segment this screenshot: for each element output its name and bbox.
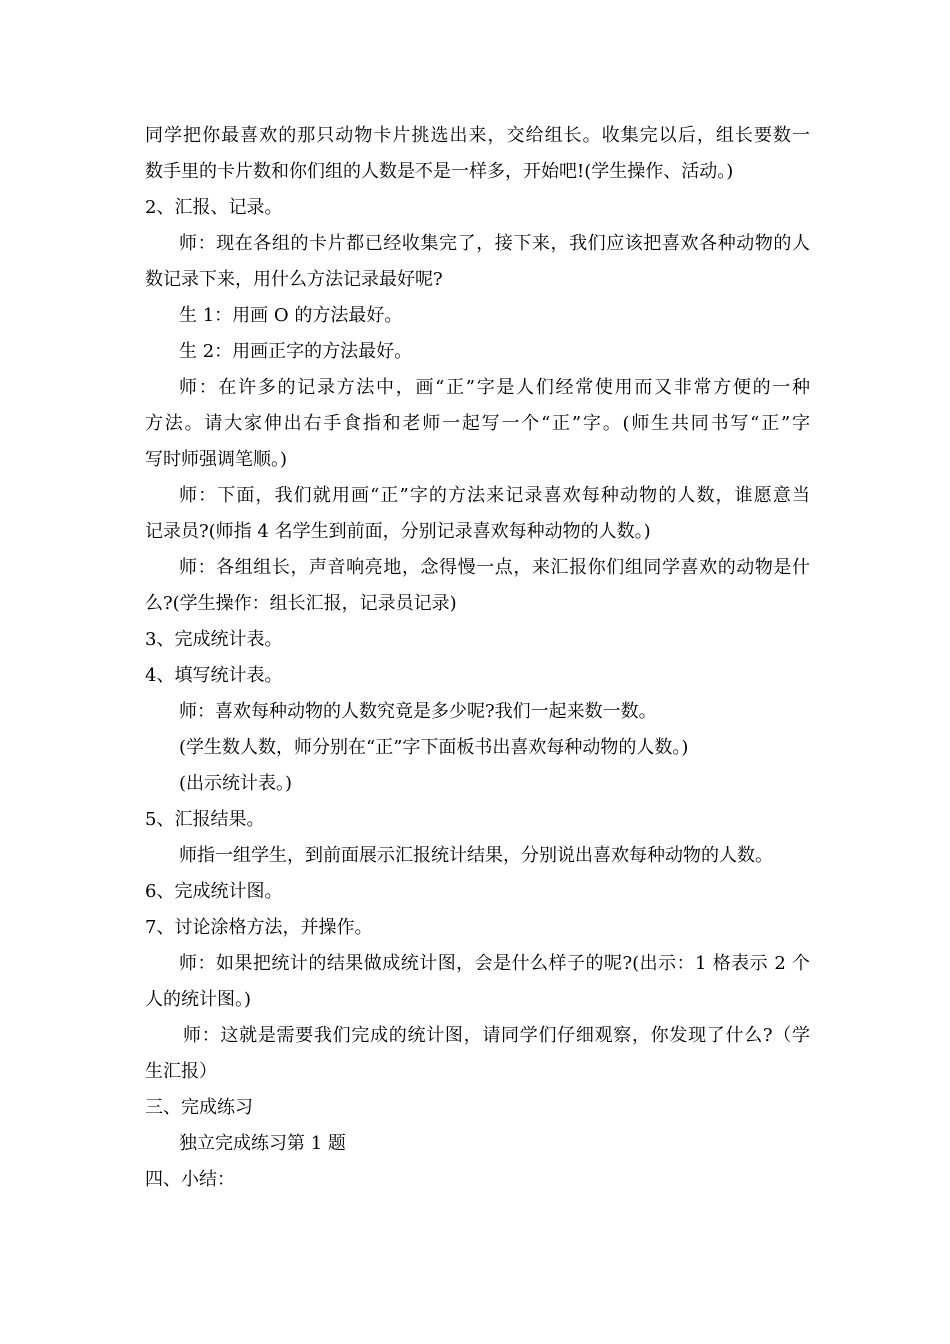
text-line: 独立完成练习第 1 题 bbox=[179, 1133, 346, 1154]
section-heading: 2、汇报、记录。 bbox=[145, 197, 283, 218]
text-line: 师：如果把统计的结果做成统计图，会是什么样子的呢?(出示：1 格表示 2 个 bbox=[179, 953, 810, 974]
text-line: 么?(学生操作：组长汇报，记录员记录) bbox=[145, 593, 457, 614]
section-heading: 3、完成统计表。 bbox=[145, 629, 283, 650]
text-line: 师：喜欢每种动物的人数究竟是多少呢?我们一起来数一数。 bbox=[179, 701, 657, 722]
section-heading: 7、讨论涂格方法，并操作。 bbox=[145, 917, 373, 938]
text-line: 师：在许多的记录方法中，画“正”字是人们经常使用而又非常方便的一种 bbox=[179, 377, 810, 398]
text-line: 师：这就是需要我们完成的统计图，请同学们仔细观察，你发现了什么?（学 bbox=[183, 1025, 810, 1046]
text-line: (学生数人数，师分别在“正”字下面板书出喜欢每种动物的人数。) bbox=[179, 737, 689, 758]
text-line: 数手里的卡片数和你们组的人数是不是一样多，开始吧!(学生操作、活动。) bbox=[145, 161, 734, 182]
section-heading: 6、完成统计图。 bbox=[145, 881, 283, 902]
document-body bbox=[145, 118, 810, 1198]
text-line: 生 1：用画 O 的方法最好。 bbox=[179, 305, 403, 326]
text-line: 生 2：用画正字的方法最好。 bbox=[179, 341, 413, 362]
section-heading: 三、完成练习 bbox=[145, 1097, 253, 1118]
section-heading: 5、汇报结果。 bbox=[145, 809, 265, 830]
section-heading: 四、小结： bbox=[145, 1169, 235, 1190]
text-line: 写时师强调笔顺。) bbox=[145, 449, 288, 470]
text-line: 同学把你最喜欢的那只动物卡片挑选出来，交给组长。收集完以后，组长要数一 bbox=[145, 125, 810, 146]
text-line: 数记录下来，用什么方法记录最好呢? bbox=[145, 269, 443, 290]
text-line: 师：下面，我们就用画“正”字的方法来记录喜欢每种动物的人数，谁愿意当 bbox=[179, 485, 810, 506]
text-line: (出示统计表。) bbox=[179, 773, 293, 794]
text-line: 师：各组组长，声音响亮地，念得慢一点，来汇报你们组同学喜欢的动物是什 bbox=[179, 557, 810, 578]
text-line: 师指一组学生，到前面展示汇报统计结果，分别说出喜欢每种动物的人数。 bbox=[179, 845, 773, 866]
section-heading: 4、填写统计表。 bbox=[145, 665, 283, 686]
text-line: 记录员?(师指 4 名学生到前面，分别记录喜欢每种动物的人数。) bbox=[145, 521, 651, 542]
text-line: 人的统计图。) bbox=[145, 989, 252, 1010]
text-line: 师：现在各组的卡片都已经收集完了，接下来，我们应该把喜欢各种动物的人 bbox=[179, 233, 810, 254]
text-line: 生汇报） bbox=[145, 1061, 217, 1082]
text-line: 方法。请大家伸出右手食指和老师一起写一个“正”字。(师生共同书写“正”字 bbox=[145, 413, 810, 434]
